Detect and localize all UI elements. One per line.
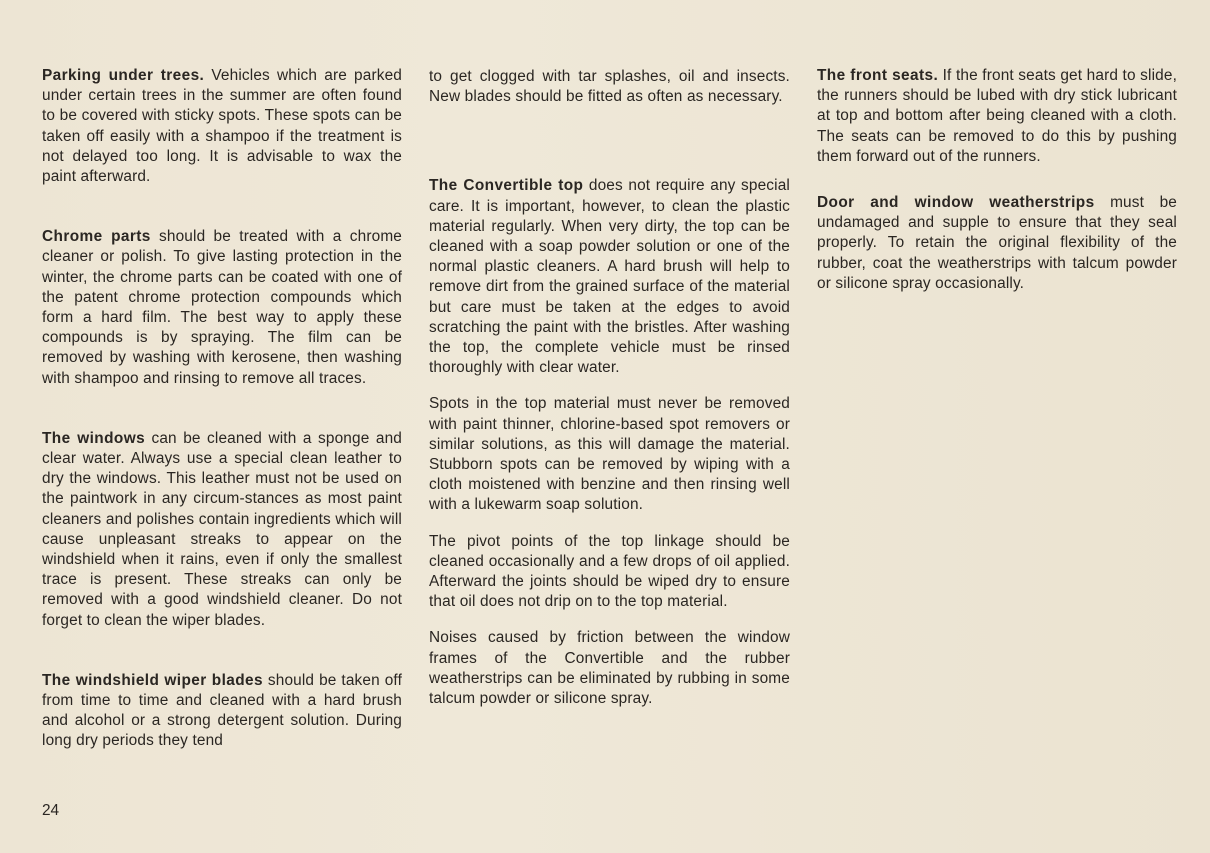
text-column-right: [817, 66, 1177, 294]
paragraph-body: to get clogged with tar splashes, oil and insects. New blades should be fitted as often as necessary.: [429, 68, 790, 106]
paragraph-body: The pivot points of the top linkage should be cleaned occasionally and a few drops of oil applied. Afterward the joints should be wiped dry to ensure that oil does not drip on to the top material.: [429, 532, 790, 611]
paragraph-parking-under-trees: [42, 66, 402, 187]
paragraph-spots-top-material: [429, 394, 790, 515]
paragraph-body: If the front seats get hard to slide, the runners should be lubed with dry stick lubricant at top and bottom after being cleaned with a cloth. The seats can be removed to do this by pushing them forward out of the runners.: [817, 67, 1178, 165]
paragraph-chrome-parts: [42, 227, 402, 389]
paragraph-body: must be undamaged and supple to ensure that they seal properly. To retain the original flexibility of the rubber, coat the weatherstrips with talcum powder or silicone spray occasionally.: [817, 194, 1177, 292]
heading-convertible-top: The Convertible top: [429, 177, 584, 195]
paragraph-pivot-points: [429, 532, 790, 613]
paragraph-windshield-wiper-blades: [42, 671, 402, 752]
paragraph-body: Vehicles which are parked under certain trees in the summer are often found to be covered with sticky spots. These spots can be taken off easily with a shampoo if the treatment is not delayed too long. It is advisable to wax the paint afterward.: [42, 67, 403, 186]
paragraph-noises-friction: [429, 628, 790, 709]
heading-door-window-weatherstrips: Door and window weatherstrips: [817, 194, 1095, 212]
heading-the-windows: The windows: [42, 429, 146, 447]
page-number: 24: [42, 802, 60, 819]
paragraph-body: Noises caused by friction between the window frames of the Convertible and the rubber weatherstrips can be eliminated by rubbing in some talcum powder or silicone spray.: [429, 629, 790, 708]
paragraph-the-windows: [42, 429, 402, 631]
paragraph-door-window-weatherstrips: [817, 193, 1177, 294]
paragraph-front-seats: [817, 66, 1177, 167]
paragraph-wiper-continued: [429, 67, 790, 107]
paragraph-body: does not require any special care. It is important, however, to clean the plastic material regularly. When very dirty, the top can be cleaned with a soap powder solution or one of the normal plastic cleaners. A hard brush will help to remove dirt from the grained surface of the material but care must be taken at the edges to avoid scratching the paint with the bristles. After washing the top, the complete vehicle must be rinsed thoroughly with clear water.: [429, 177, 790, 377]
heading-parking-under-trees: Parking under trees.: [42, 67, 205, 84]
text-column-middle: [429, 67, 790, 709]
paragraph-body: Spots in the top material must never be removed with paint thinner, chlorine-based spot removers or similar solutions, as this will damage the material. Stubborn spots can be removed by wiping with a cloth moistened with benzine and then rinsing well with a lukewarm soap solution.: [429, 395, 790, 514]
paragraph-body: should be treated with a chrome cleaner or polish. To give lasting protection in the winter, the chrome parts can be coated with one of the patent chrome protection compounds which form a hard film. The best way to apply these compounds is by spraying. The film can be removed by washing with kerosene, then washing with shampoo and rinsing to remove all traces.: [42, 228, 402, 387]
paragraph-body: should be taken off from time to time and cleaned with a hard brush and alcohol or a strong detergent solution. During long dry periods they tend: [42, 671, 403, 750]
heading-chrome-parts: Chrome parts: [42, 228, 151, 246]
heading-windshield-wiper-blades: The windshield wiper blades: [42, 671, 263, 689]
paragraph-convertible-top: [429, 176, 790, 378]
heading-front-seats: The front seats.: [817, 67, 939, 84]
text-column-left: [42, 66, 402, 752]
paragraph-body: can be cleaned with a sponge and clear water. Always use a special clean leather to dry the windows. This leather must not be used on the paintwork in any circum-stances as most paint cleaners and polishes contain ingredients which will cause unpleasant streaks to appear on the windshield when it rains, even if only the smallest trace is present. These streaks can only be removed with a good windshield cleaner. Do not forget to clean the wiper blades.: [42, 429, 402, 629]
